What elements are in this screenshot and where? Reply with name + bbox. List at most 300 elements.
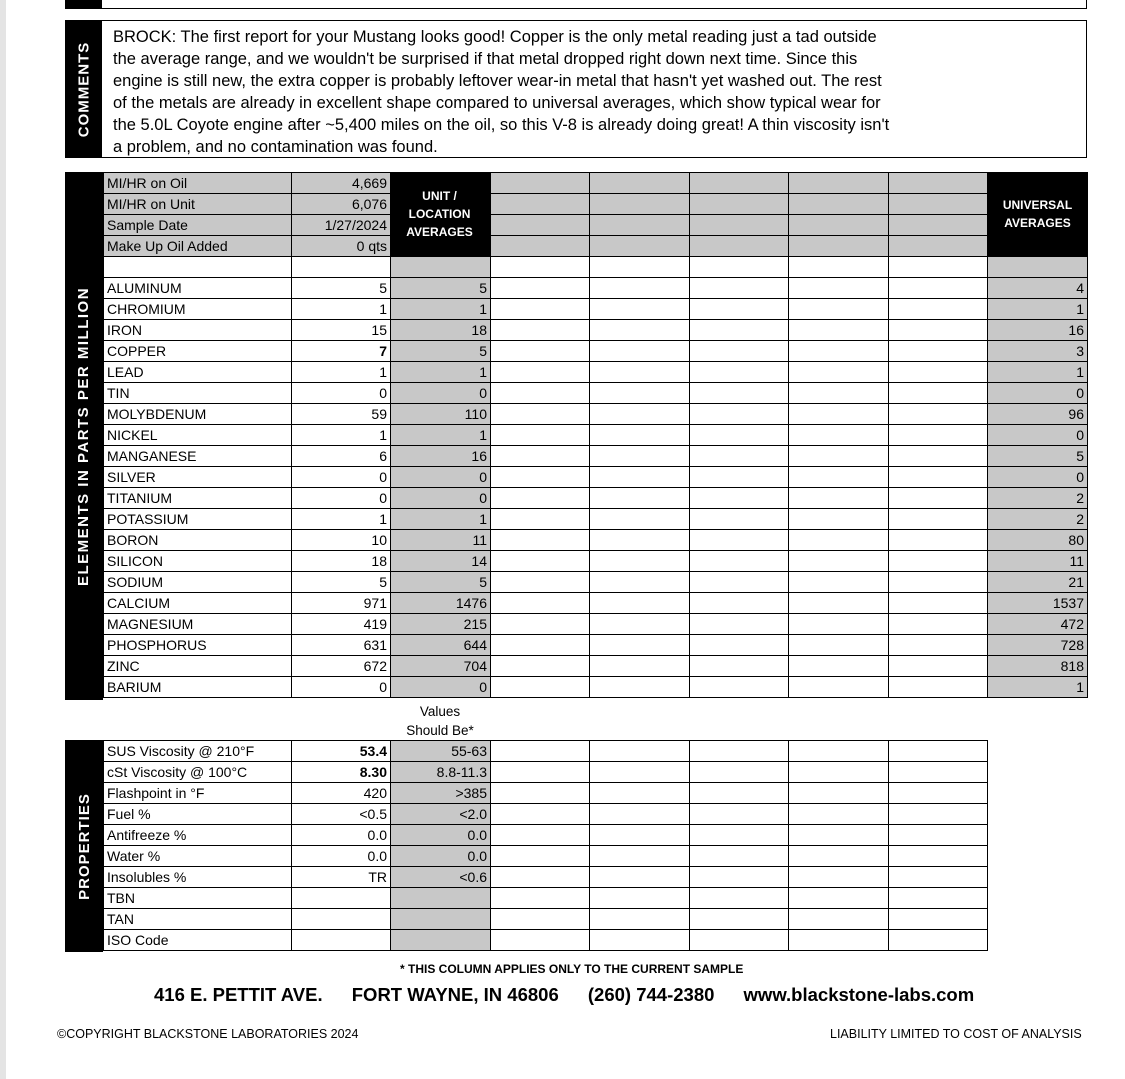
history-cell (690, 783, 789, 804)
history-cell (690, 888, 789, 909)
element-name: MAGNESIUM (104, 614, 292, 635)
header-label: Make Up Oil Added (104, 236, 292, 257)
elements-side-label: ELEMENTS IN PARTS PER MILLION (65, 172, 103, 700)
history-cell (789, 215, 889, 236)
history-cell (789, 930, 889, 951)
element-universal-average: 3 (988, 341, 1088, 362)
property-value: 0.0 (292, 825, 391, 846)
property-should-be: 0.0 (391, 825, 491, 846)
element-name: BORON (104, 530, 292, 551)
history-cell (690, 804, 789, 825)
properties-side-label: PROPERTIES (65, 740, 103, 952)
page-edge (0, 0, 6, 1079)
history-cell (789, 551, 889, 572)
property-row (104, 909, 988, 930)
history-cell (889, 867, 988, 888)
history-cell (789, 488, 889, 509)
history-cell (491, 846, 590, 867)
element-value: 0 (292, 383, 391, 404)
phone: (260) 744-2380 (587, 984, 715, 1005)
element-unit-average: 704 (391, 656, 491, 677)
comment-line: the 5.0L Coyote engine after ~5,400 miles on the oil, so this V-8 is already doing great! A thin viscosity isn't (113, 116, 890, 134)
element-row (104, 299, 1088, 320)
element-universal-average: 0 (988, 467, 1088, 488)
history-cell (889, 362, 988, 383)
element-universal-average: 1 (988, 299, 1088, 320)
header-label: Sample Date (104, 215, 292, 236)
history-cell (590, 236, 690, 257)
history-cell (491, 867, 590, 888)
history-cell (690, 825, 789, 846)
element-universal-average: 11 (988, 551, 1088, 572)
history-cell (590, 804, 690, 825)
element-unit-average: 215 (391, 614, 491, 635)
history-cell (491, 362, 590, 383)
element-unit-average: 5 (391, 572, 491, 593)
element-row (104, 551, 1088, 572)
comment-line: the average range, and we wouldn't be surprised if that metal dropped right down next time. Since this (113, 50, 858, 68)
history-cell (491, 530, 590, 551)
history-cell (690, 488, 789, 509)
history-cell (491, 572, 590, 593)
element-value: 1 (292, 509, 391, 530)
history-cell (590, 762, 690, 783)
history-cell (789, 236, 889, 257)
property-row (104, 867, 988, 888)
history-cell (690, 572, 789, 593)
copyright: ©COPYRIGHT BLACKSTONE LABORATORIES 2024 (57, 1027, 359, 1041)
spacer-cell (889, 257, 988, 278)
footnote: * THIS COLUMN APPLIES ONLY TO THE CURRENT SAMPLE (400, 962, 744, 976)
history-cell (590, 341, 690, 362)
properties-table (103, 740, 988, 951)
property-row (104, 741, 988, 762)
element-universal-average: 728 (988, 635, 1088, 656)
history-cell (491, 551, 590, 572)
property-should-be (391, 888, 491, 909)
history-cell (491, 741, 590, 762)
property-row (104, 930, 988, 951)
property-name: cSt Viscosity @ 100°C (104, 762, 292, 783)
element-universal-average: 472 (988, 614, 1088, 635)
element-name: COPPER (104, 341, 292, 362)
history-cell (789, 593, 889, 614)
spacer-cell (491, 257, 590, 278)
element-value: 5 (292, 572, 391, 593)
history-cell (491, 194, 590, 215)
history-cell (690, 635, 789, 656)
property-name: Fuel % (104, 804, 292, 825)
element-universal-average: 5 (988, 446, 1088, 467)
element-unit-average: 1476 (391, 593, 491, 614)
header-row (104, 215, 1088, 236)
element-value: 971 (292, 593, 391, 614)
history-cell (491, 173, 590, 194)
history-cell (789, 741, 889, 762)
element-value: 1 (292, 425, 391, 446)
history-cell (889, 320, 988, 341)
history-cell (789, 846, 889, 867)
history-cell (491, 909, 590, 930)
header-label: MI/HR on Oil (104, 173, 292, 194)
history-cell (889, 783, 988, 804)
element-universal-average: 4 (988, 278, 1088, 299)
history-cell (889, 909, 988, 930)
history-cell (789, 804, 889, 825)
history-cell (590, 888, 690, 909)
history-cell (491, 320, 590, 341)
element-value: 672 (292, 656, 391, 677)
history-cell (690, 909, 789, 930)
element-name: CHROMIUM (104, 299, 292, 320)
element-unit-average: 5 (391, 341, 491, 362)
header-row (104, 236, 1088, 257)
website-link[interactable]: www.blackstone-labs.com (743, 984, 975, 1005)
history-cell (491, 656, 590, 677)
element-name: LEAD (104, 362, 292, 383)
element-row (104, 593, 1088, 614)
history-cell (590, 404, 690, 425)
history-cell (491, 677, 590, 698)
property-name: Water % (104, 846, 292, 867)
history-cell (690, 278, 789, 299)
element-row (104, 341, 1088, 362)
element-row (104, 404, 1088, 425)
history-cell (690, 299, 789, 320)
history-cell (491, 593, 590, 614)
history-cell (789, 341, 889, 362)
element-value: 59 (292, 404, 391, 425)
history-cell (590, 930, 690, 951)
history-cell (889, 530, 988, 551)
element-universal-average: 818 (988, 656, 1088, 677)
unit-location-averages-header: UNIT / LOCATION AVERAGES (390, 173, 489, 255)
history-cell (789, 783, 889, 804)
history-cell (690, 656, 789, 677)
history-cell (889, 425, 988, 446)
property-should-be (391, 909, 491, 930)
history-cell (590, 656, 690, 677)
values-should-be-header: Values Should Be* (406, 704, 474, 738)
history-cell (590, 278, 690, 299)
history-cell (690, 404, 789, 425)
history-cell (491, 488, 590, 509)
history-cell (590, 215, 690, 236)
history-cell (590, 362, 690, 383)
element-name: SILICON (104, 551, 292, 572)
element-universal-average: 1 (988, 362, 1088, 383)
history-cell (889, 488, 988, 509)
history-cell (789, 888, 889, 909)
element-unit-average: 110 (391, 404, 491, 425)
history-cell (690, 551, 789, 572)
element-name: SILVER (104, 467, 292, 488)
element-value: 18 (292, 551, 391, 572)
element-unit-average: 0 (391, 677, 491, 698)
property-row (104, 762, 988, 783)
history-cell (789, 635, 889, 656)
history-cell (690, 762, 789, 783)
history-cell (889, 173, 988, 194)
element-value: 7 (292, 341, 391, 362)
element-row (104, 509, 1088, 530)
spacer-cell (590, 257, 690, 278)
history-cell (789, 299, 889, 320)
history-cell (889, 341, 988, 362)
element-universal-average: 21 (988, 572, 1088, 593)
element-name: ALUMINUM (104, 278, 292, 299)
element-value: 6 (292, 446, 391, 467)
history-cell (789, 656, 889, 677)
history-cell (690, 593, 789, 614)
element-name: PHOSPHORUS (104, 635, 292, 656)
history-cell (889, 656, 988, 677)
element-value: 0 (292, 467, 391, 488)
element-row (104, 572, 1088, 593)
element-name: NICKEL (104, 425, 292, 446)
history-cell (889, 762, 988, 783)
element-universal-average: 16 (988, 320, 1088, 341)
history-cell (889, 741, 988, 762)
history-cell (590, 867, 690, 888)
element-unit-average: 11 (391, 530, 491, 551)
property-value (292, 909, 391, 930)
history-cell (789, 467, 889, 488)
history-cell (590, 299, 690, 320)
history-cell (491, 425, 590, 446)
property-row (104, 888, 988, 909)
history-cell (690, 383, 789, 404)
property-should-be (391, 930, 491, 951)
history-cell (590, 677, 690, 698)
element-unit-average: 0 (391, 383, 491, 404)
history-cell (889, 635, 988, 656)
element-value: 0 (292, 677, 391, 698)
history-cell (491, 215, 590, 236)
history-cell (590, 530, 690, 551)
history-cell (590, 383, 690, 404)
property-name: SUS Viscosity @ 210°F (104, 741, 292, 762)
element-row (104, 446, 1088, 467)
element-universal-average: 2 (988, 509, 1088, 530)
history-cell (590, 425, 690, 446)
element-value: 419 (292, 614, 391, 635)
history-cell (889, 677, 988, 698)
spacer-cell (789, 257, 889, 278)
spacer-cell (690, 257, 789, 278)
element-unit-average: 18 (391, 320, 491, 341)
element-universal-average: 1 (988, 677, 1088, 698)
element-value: 1 (292, 299, 391, 320)
history-cell (690, 425, 789, 446)
property-row (104, 804, 988, 825)
history-cell (789, 383, 889, 404)
history-cell (789, 677, 889, 698)
element-row (104, 614, 1088, 635)
history-cell (889, 825, 988, 846)
history-cell (789, 509, 889, 530)
property-should-be: 8.8-11.3 (391, 762, 491, 783)
history-cell (789, 867, 889, 888)
header-value: 1/27/2024 (292, 215, 391, 236)
property-name: ISO Code (104, 930, 292, 951)
history-cell (889, 509, 988, 530)
history-cell (889, 236, 988, 257)
element-universal-average: 1537 (988, 593, 1088, 614)
history-cell (590, 614, 690, 635)
history-cell (690, 930, 789, 951)
history-cell (889, 383, 988, 404)
history-cell (789, 825, 889, 846)
history-cell (491, 446, 590, 467)
property-name: Flashpoint in °F (104, 783, 292, 804)
spacer-cell (292, 257, 391, 278)
history-cell (690, 741, 789, 762)
history-cell (889, 888, 988, 909)
history-cell (889, 846, 988, 867)
element-name: MANGANESE (104, 446, 292, 467)
history-cell (789, 530, 889, 551)
history-cell (690, 194, 789, 215)
comment-line: a problem, and no contamination was found. (113, 138, 438, 156)
property-should-be: >385 (391, 783, 491, 804)
history-cell (889, 930, 988, 951)
history-cell (491, 278, 590, 299)
property-row (104, 846, 988, 867)
history-cell (789, 909, 889, 930)
history-cell (889, 593, 988, 614)
history-cell (690, 320, 789, 341)
history-cell (590, 509, 690, 530)
property-row (104, 783, 988, 804)
element-name: TITANIUM (104, 488, 292, 509)
history-cell (789, 194, 889, 215)
history-cell (590, 572, 690, 593)
property-should-be: <0.6 (391, 867, 491, 888)
history-cell (889, 614, 988, 635)
element-row (104, 467, 1088, 488)
element-unit-average: 1 (391, 509, 491, 530)
history-cell (590, 194, 690, 215)
element-value: 15 (292, 320, 391, 341)
history-cell (590, 488, 690, 509)
element-row (104, 425, 1088, 446)
history-cell (690, 215, 789, 236)
element-unit-average: 5 (391, 278, 491, 299)
history-cell (889, 278, 988, 299)
element-unit-average: 14 (391, 551, 491, 572)
property-value: 420 (292, 783, 391, 804)
element-value: 10 (292, 530, 391, 551)
history-cell (690, 341, 789, 362)
element-unit-average: 1 (391, 299, 491, 320)
element-name: POTASSIUM (104, 509, 292, 530)
element-row (104, 320, 1088, 341)
property-value (292, 930, 391, 951)
history-cell (590, 593, 690, 614)
property-should-be: <2.0 (391, 804, 491, 825)
street: 416 E. PETTIT AVE. (154, 984, 323, 1005)
previous-section-border (65, 0, 1087, 9)
header-row (104, 173, 1088, 194)
history-cell (491, 888, 590, 909)
history-cell (491, 783, 590, 804)
history-cell (889, 215, 988, 236)
element-universal-average: 0 (988, 425, 1088, 446)
header-label: MI/HR on Unit (104, 194, 292, 215)
history-cell (789, 362, 889, 383)
history-cell (889, 467, 988, 488)
element-unit-average: 16 (391, 446, 491, 467)
history-cell (491, 804, 590, 825)
city: FORT WAYNE, IN 46806 (351, 984, 559, 1005)
property-value: 53.4 (292, 741, 391, 762)
element-name: SODIUM (104, 572, 292, 593)
history-cell (690, 677, 789, 698)
element-value: 1 (292, 362, 391, 383)
history-cell (789, 614, 889, 635)
history-cell (889, 572, 988, 593)
history-cell (491, 825, 590, 846)
elements-table (103, 172, 1088, 698)
history-cell (590, 173, 690, 194)
history-cell (491, 299, 590, 320)
property-value: <0.5 (292, 804, 391, 825)
property-row (104, 825, 988, 846)
history-cell (590, 320, 690, 341)
element-universal-average: 2 (988, 488, 1088, 509)
history-cell (590, 467, 690, 488)
history-cell (789, 762, 889, 783)
history-cell (889, 551, 988, 572)
element-universal-average: 0 (988, 383, 1088, 404)
history-cell (690, 446, 789, 467)
property-should-be: 0.0 (391, 846, 491, 867)
element-row (104, 488, 1088, 509)
history-cell (590, 741, 690, 762)
history-cell (491, 635, 590, 656)
history-cell (690, 867, 789, 888)
property-name: TAN (104, 909, 292, 930)
element-name: BARIUM (104, 677, 292, 698)
comments-side-label: COMMENTS (66, 21, 102, 157)
history-cell (789, 320, 889, 341)
history-cell (690, 509, 789, 530)
history-cell (491, 614, 590, 635)
history-cell (690, 530, 789, 551)
history-cell (491, 404, 590, 425)
history-cell (590, 909, 690, 930)
element-unit-average: 644 (391, 635, 491, 656)
history-cell (690, 846, 789, 867)
element-name: IRON (104, 320, 292, 341)
element-name: MOLYBDENUM (104, 404, 292, 425)
history-cell (590, 446, 690, 467)
element-unit-average: 1 (391, 425, 491, 446)
element-row (104, 656, 1088, 677)
element-value: 631 (292, 635, 391, 656)
history-cell (889, 446, 988, 467)
history-cell (789, 173, 889, 194)
comment-text (113, 26, 983, 158)
history-cell (590, 551, 690, 572)
spacer-row (104, 257, 1088, 278)
history-cell (491, 341, 590, 362)
element-value: 0 (292, 488, 391, 509)
element-name: ZINC (104, 656, 292, 677)
header-value: 6,076 (292, 194, 391, 215)
element-universal-average: 80 (988, 530, 1088, 551)
